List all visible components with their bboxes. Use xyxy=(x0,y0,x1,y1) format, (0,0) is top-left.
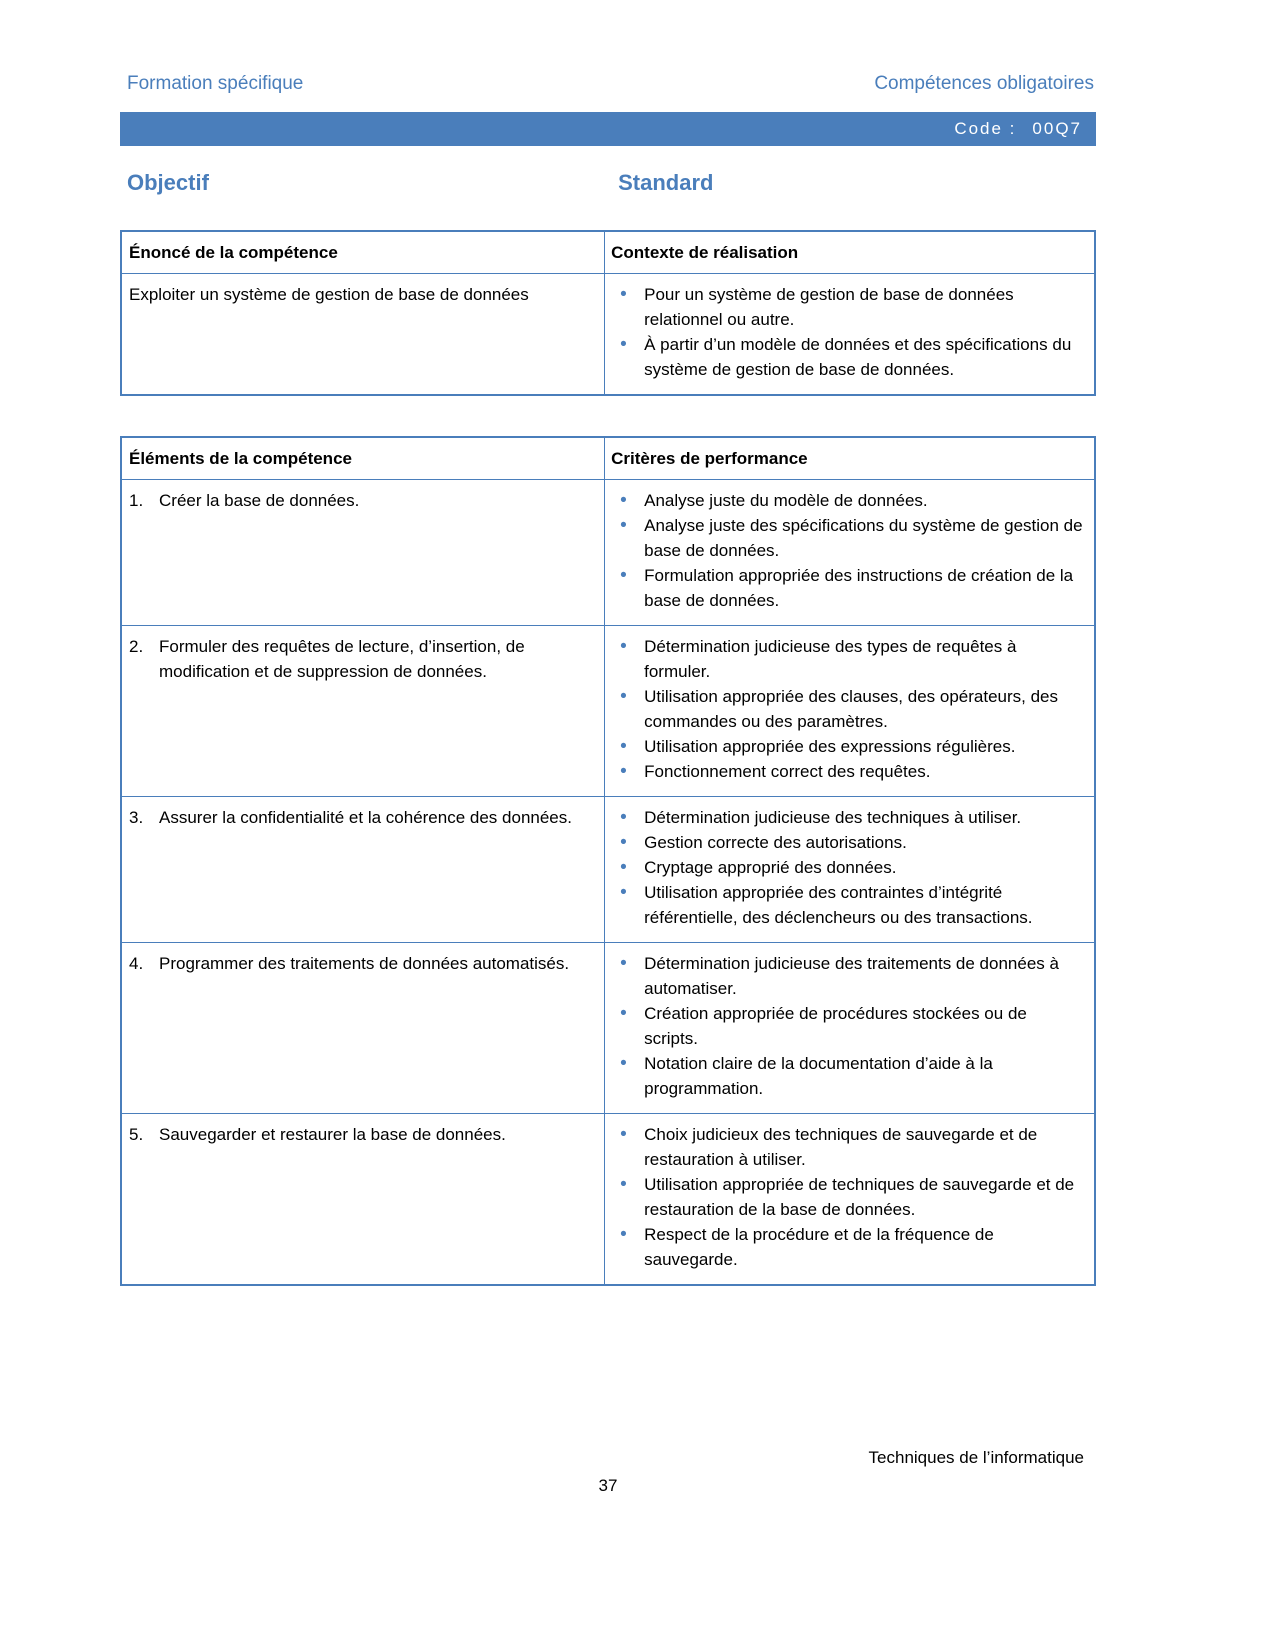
element-text-1: Créer la base de données. xyxy=(159,491,360,510)
criteria-list-5 xyxy=(611,1122,1084,1272)
page-number: 37 xyxy=(598,1476,618,1495)
criteria-list-2 xyxy=(611,634,1084,784)
document-header xyxy=(120,72,1096,96)
bullet-item: • Fonctionnement correct des requêtes. xyxy=(611,759,1084,784)
element-number-5: 5. xyxy=(129,1125,144,1144)
table-row-4 xyxy=(122,942,1094,1113)
context-cell xyxy=(604,274,1094,394)
criteria-list-3 xyxy=(611,805,1084,930)
table1-body-row xyxy=(122,273,1094,394)
code-value: 00Q7 xyxy=(1032,119,1082,138)
bullet-item: • Pour un système de gestion de base de données relationnel ou autre. xyxy=(611,282,1084,332)
bullet-item: • À partir d’un modèle de données et des spécifications du système de gestion de base de données. xyxy=(611,332,1084,382)
footer-program-label: Techniques de l’informatique xyxy=(868,1448,1084,1467)
bullet-item: • Détermination judicieuse des traitements de données à automatiser. xyxy=(611,951,1084,1001)
code-label: Code : xyxy=(954,119,1017,138)
table2-col1-header: Éléments de la compétence xyxy=(129,449,352,468)
table-row-5 xyxy=(122,1113,1094,1284)
bullet-item: • Utilisation appropriée des clauses, des opérateurs, des commandes ou des paramètres. xyxy=(611,684,1084,734)
bullet-item: • Analyse juste des spécifications du système de gestion de base de données. xyxy=(611,513,1084,563)
table1-col1-header: Énoncé de la compétence xyxy=(129,243,338,262)
competence-statement: Exploiter un système de gestion de base de données xyxy=(129,285,529,304)
bullet-item: • Gestion correcte des autorisations. xyxy=(611,830,1084,855)
context-bullet-list xyxy=(611,282,1084,382)
competence-elements-table xyxy=(120,436,1096,1286)
criteria-cell-2 xyxy=(604,626,1094,796)
header-left-label: Formation spécifique xyxy=(127,73,304,94)
table2-header-row xyxy=(122,438,1094,479)
bullet-item: • Respect de la procédure et de la fréquence de sauvegarde. xyxy=(611,1222,1084,1272)
criteria-cell-1 xyxy=(604,480,1094,625)
element-number-1: 1. xyxy=(129,491,144,510)
bullet-item: • Détermination judicieuse des types de requêtes à formuler. xyxy=(611,634,1084,684)
bullet-item: • Analyse juste du modèle de données. xyxy=(611,488,1084,513)
criteria-cell-5 xyxy=(604,1114,1094,1284)
table1-col2-header: Contexte de réalisation xyxy=(604,232,1094,273)
element-number-3: 3. xyxy=(129,808,144,827)
element-text-4: Programmer des traitements de données automatisés. xyxy=(159,954,570,973)
table1-header-row xyxy=(122,232,1094,273)
criteria-list-1 xyxy=(611,488,1084,613)
element-cell-3 xyxy=(122,797,604,942)
element-cell-1 xyxy=(122,480,604,625)
objectif-heading: Objectif xyxy=(127,170,209,195)
bullet-item: • Utilisation appropriée des contraintes d’intégrité référentielle, des déclencheurs ou des transactions. xyxy=(611,880,1084,930)
table-row-1 xyxy=(122,479,1094,625)
bullet-item: • Utilisation appropriée des expressions régulières. xyxy=(611,734,1084,759)
criteria-list-4 xyxy=(611,951,1084,1101)
element-cell-2 xyxy=(122,626,604,796)
competence-statement-table xyxy=(120,230,1096,396)
section-headings xyxy=(120,170,1096,196)
criteria-cell-4 xyxy=(604,943,1094,1113)
element-text-5: Sauvegarder et restaurer la base de données. xyxy=(159,1125,506,1144)
table-row-2 xyxy=(122,625,1094,796)
bullet-item: • Cryptage approprié des données. xyxy=(611,855,1084,880)
element-cell-4 xyxy=(122,943,604,1113)
bullet-item: • Choix judicieux des techniques de sauvegarde et de restauration à utiliser. xyxy=(611,1122,1084,1172)
bullet-item: • Formulation appropriée des instructions de création de la base de données. xyxy=(611,563,1084,613)
criteria-cell-3 xyxy=(604,797,1094,942)
header-right-label: Compétences obligatoires xyxy=(874,73,1094,94)
element-text-3: Assurer la confidentialité et la cohérence des données. xyxy=(159,808,572,827)
bullet-item: • Notation claire de la documentation d’aide à la programmation. xyxy=(611,1051,1084,1101)
bullet-item: • Utilisation appropriée de techniques de sauvegarde et de restauration de la base de données. xyxy=(611,1172,1084,1222)
table-row-3 xyxy=(122,796,1094,942)
table2-col2-header: Critères de performance xyxy=(604,438,1094,479)
element-number-2: 2. xyxy=(129,637,144,656)
bullet-item: • Création appropriée de procédures stockées ou de scripts. xyxy=(611,1001,1084,1051)
element-number-4: 4. xyxy=(129,954,144,973)
element-text-2: Formuler des requêtes de lecture, d’insertion, de modification et de suppression de données. xyxy=(159,637,525,681)
code-bar xyxy=(120,112,1096,146)
page-content xyxy=(120,0,1096,1286)
element-cell-5 xyxy=(122,1114,604,1284)
standard-heading: Standard xyxy=(618,170,714,195)
bullet-item: • Détermination judicieuse des techniques à utiliser. xyxy=(611,805,1084,830)
